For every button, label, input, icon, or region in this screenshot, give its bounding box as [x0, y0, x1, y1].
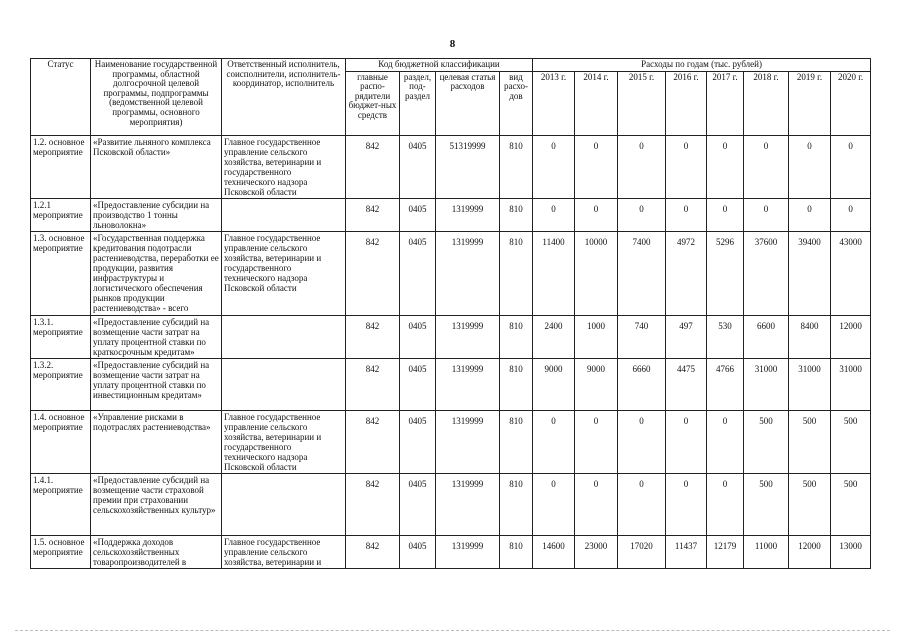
- year-value-cell: 0: [707, 198, 744, 231]
- year-value-cell: 0: [533, 135, 575, 198]
- header-year: 2016 г.: [666, 71, 707, 135]
- grbs-cell: 842: [346, 135, 400, 198]
- year-value-cell: 9000: [533, 358, 575, 410]
- type-cell: 810: [500, 231, 533, 315]
- year-value-cell: 0: [575, 198, 618, 231]
- table-row: [31, 473, 871, 535]
- responsible-cell: [222, 358, 346, 410]
- year-value-cell: 14600: [533, 535, 575, 568]
- year-value-cell: 0: [707, 410, 744, 473]
- header-kbk-type: вид расхо-дов: [500, 71, 533, 135]
- year-value-cell: 31000: [831, 358, 871, 410]
- year-value-cell: 0: [618, 135, 666, 198]
- year-value-cell: 0: [533, 410, 575, 473]
- name-cell: «Развитие льняного комплекса Псковской области»: [91, 135, 222, 198]
- header-status: Статус: [31, 59, 91, 136]
- name-cell: «Предоставление субсидии на производство 1 тонны льноволокна»: [91, 198, 222, 231]
- table-row: [31, 410, 871, 473]
- section-cell: 0405: [400, 198, 436, 231]
- year-value-cell: 0: [533, 198, 575, 231]
- responsible-cell: [222, 315, 346, 358]
- status-cell: 1.3. основное мероприятие: [31, 231, 91, 315]
- header-kbk-group: Код бюджетной классификации: [346, 59, 533, 72]
- responsible-cell: Главное государственное управление сельского хозяйства, ветеринарии и государственного технического надзора Псковской области: [222, 135, 346, 198]
- section-cell: 0405: [400, 410, 436, 473]
- year-value-cell: 0: [707, 473, 744, 535]
- header-expenses-group: Расходы по годам (тыс. рублей): [533, 59, 871, 72]
- year-value-cell: 500: [831, 473, 871, 535]
- table-row: [31, 231, 871, 315]
- responsible-cell: Главное государственное управление сельского хозяйства, ветеринарии и государственного технического надзора Псковской области: [222, 231, 346, 315]
- type-cell: 810: [500, 358, 533, 410]
- year-value-cell: 31000: [789, 358, 831, 410]
- article-cell: 1319999: [436, 535, 500, 568]
- year-value-cell: 500: [789, 410, 831, 473]
- header-year: 2014 г.: [575, 71, 618, 135]
- year-value-cell: 0: [666, 473, 707, 535]
- year-value-cell: 39400: [789, 231, 831, 315]
- year-value-cell: 2400: [533, 315, 575, 358]
- section-cell: 0405: [400, 135, 436, 198]
- header-year: 2013 г.: [533, 71, 575, 135]
- header-year: 2020 г.: [831, 71, 871, 135]
- section-cell: 0405: [400, 473, 436, 535]
- status-cell: 1.2. основное мероприятие: [31, 135, 91, 198]
- table-row: [31, 135, 871, 198]
- section-cell: 0405: [400, 315, 436, 358]
- year-value-cell: 0: [575, 473, 618, 535]
- grbs-cell: 842: [346, 231, 400, 315]
- name-cell: «Предоставление субсидий на возмещение части затрат на уплату процентной ставки по краткосрочным кредитам»: [91, 315, 222, 358]
- status-cell: 1.5. основное мероприятие: [31, 535, 91, 568]
- grbs-cell: 842: [346, 410, 400, 473]
- section-cell: 0405: [400, 535, 436, 568]
- year-value-cell: 31000: [744, 358, 789, 410]
- name-cell: «Предоставление субсидий на возмещение части затрат на уплату процентной ставки по инвестиционным кредитам»: [91, 358, 222, 410]
- year-value-cell: 0: [666, 410, 707, 473]
- header-kbk-article: целевая статья расходов: [436, 71, 500, 135]
- year-value-cell: 0: [666, 135, 707, 198]
- year-value-cell: 0: [831, 198, 871, 231]
- year-value-cell: 0: [575, 410, 618, 473]
- table-row: [31, 358, 871, 410]
- year-value-cell: 11400: [533, 231, 575, 315]
- year-value-cell: 500: [789, 473, 831, 535]
- year-value-cell: 12000: [789, 535, 831, 568]
- table-row: [31, 315, 871, 358]
- table-row: [31, 535, 871, 568]
- name-cell: «Предоставление субсидий на возмещение части страховой премии при страховании сельскохозяйственных культур»: [91, 473, 222, 535]
- status-cell: 1.2.1 мероприятие: [31, 198, 91, 231]
- year-value-cell: 5296: [707, 231, 744, 315]
- year-value-cell: 0: [831, 135, 871, 198]
- year-value-cell: 0: [744, 198, 789, 231]
- article-cell: 1319999: [436, 315, 500, 358]
- year-value-cell: 23000: [575, 535, 618, 568]
- type-cell: 810: [500, 315, 533, 358]
- header-year: 2019 г.: [789, 71, 831, 135]
- year-value-cell: 0: [618, 473, 666, 535]
- grbs-cell: 842: [346, 473, 400, 535]
- year-value-cell: 4972: [666, 231, 707, 315]
- year-value-cell: 43000: [831, 231, 871, 315]
- status-cell: 1.4.1. мероприятие: [31, 473, 91, 535]
- year-value-cell: 4475: [666, 358, 707, 410]
- year-value-cell: 11000: [744, 535, 789, 568]
- grbs-cell: 842: [346, 535, 400, 568]
- year-value-cell: 10000: [575, 231, 618, 315]
- year-value-cell: 0: [789, 135, 831, 198]
- year-value-cell: 7400: [618, 231, 666, 315]
- article-cell: 1319999: [436, 410, 500, 473]
- year-value-cell: 500: [744, 473, 789, 535]
- year-value-cell: 9000: [575, 358, 618, 410]
- year-value-cell: 0: [533, 473, 575, 535]
- year-value-cell: 6660: [618, 358, 666, 410]
- header-year: 2015 г.: [618, 71, 666, 135]
- type-cell: 810: [500, 473, 533, 535]
- header-kbk-section: раздел, под-раздел: [400, 71, 436, 135]
- grbs-cell: 842: [346, 198, 400, 231]
- year-value-cell: 497: [666, 315, 707, 358]
- year-value-cell: 37600: [744, 231, 789, 315]
- name-cell: «Управление рисками в подотраслях растениеводства»: [91, 410, 222, 473]
- scan-edge-line: [15, 630, 890, 631]
- year-value-cell: 0: [666, 198, 707, 231]
- table-row: [31, 198, 871, 231]
- responsible-cell: Главное государственное управление сельского хозяйства, ветеринарии и государственного технического надзора Псковской области: [222, 410, 346, 473]
- year-value-cell: 500: [744, 410, 789, 473]
- responsible-cell: [222, 473, 346, 535]
- year-value-cell: 12179: [707, 535, 744, 568]
- responsible-cell: [222, 198, 346, 231]
- name-cell: «Поддержка доходов сельскохозяйственных товаропроизводителей в: [91, 535, 222, 568]
- header-responsible: Ответственный исполнитель, соисполнители, исполнитель-координатор, исполнитель: [222, 59, 346, 136]
- grbs-cell: 842: [346, 358, 400, 410]
- page-number: 8: [449, 38, 456, 50]
- year-value-cell: 11437: [666, 535, 707, 568]
- type-cell: 810: [500, 198, 533, 231]
- article-cell: 1319999: [436, 198, 500, 231]
- status-cell: 1.3.2. мероприятие: [31, 358, 91, 410]
- type-cell: 810: [500, 535, 533, 568]
- name-cell: «Государственная поддержка кредитования подотрасли растениеводства, переработки ее продукции, развития инфраструктуры и логистического обеспечения рынков продукции растениеводства» - всего: [91, 231, 222, 315]
- year-value-cell: 0: [618, 198, 666, 231]
- year-value-cell: 0: [618, 410, 666, 473]
- year-value-cell: 17020: [618, 535, 666, 568]
- status-cell: 1.3.1. мероприятие: [31, 315, 91, 358]
- type-cell: 810: [500, 135, 533, 198]
- article-cell: 1319999: [436, 473, 500, 535]
- year-value-cell: 0: [707, 135, 744, 198]
- article-cell: 51319999: [436, 135, 500, 198]
- year-value-cell: 740: [618, 315, 666, 358]
- year-value-cell: 8400: [789, 315, 831, 358]
- year-value-cell: 0: [789, 198, 831, 231]
- article-cell: 1319999: [436, 358, 500, 410]
- year-value-cell: 12000: [831, 315, 871, 358]
- article-cell: 1319999: [436, 231, 500, 315]
- responsible-cell: Главное государственное управление сельского хозяйства, ветеринарии и: [222, 535, 346, 568]
- year-value-cell: 4766: [707, 358, 744, 410]
- year-value-cell: 0: [575, 135, 618, 198]
- section-cell: 0405: [400, 231, 436, 315]
- header-kbk-grbs: главные распо-рядители бюджет-ных средств: [346, 71, 400, 135]
- header-name: Наименование государственной программы, областной долгосрочной целевой программы, подпрограммы (ведомственной целевой программы, основного мероприятия): [91, 59, 222, 136]
- year-value-cell: 6600: [744, 315, 789, 358]
- year-value-cell: 1000: [575, 315, 618, 358]
- header-year: 2017 г.: [707, 71, 744, 135]
- header-year: 2018 г.: [744, 71, 789, 135]
- type-cell: 810: [500, 410, 533, 473]
- grbs-cell: 842: [346, 315, 400, 358]
- budget-table: [30, 58, 871, 569]
- year-value-cell: 530: [707, 315, 744, 358]
- year-value-cell: 0: [744, 135, 789, 198]
- status-cell: 1.4. основное мероприятие: [31, 410, 91, 473]
- year-value-cell: 500: [831, 410, 871, 473]
- year-value-cell: 13000: [831, 535, 871, 568]
- section-cell: 0405: [400, 358, 436, 410]
